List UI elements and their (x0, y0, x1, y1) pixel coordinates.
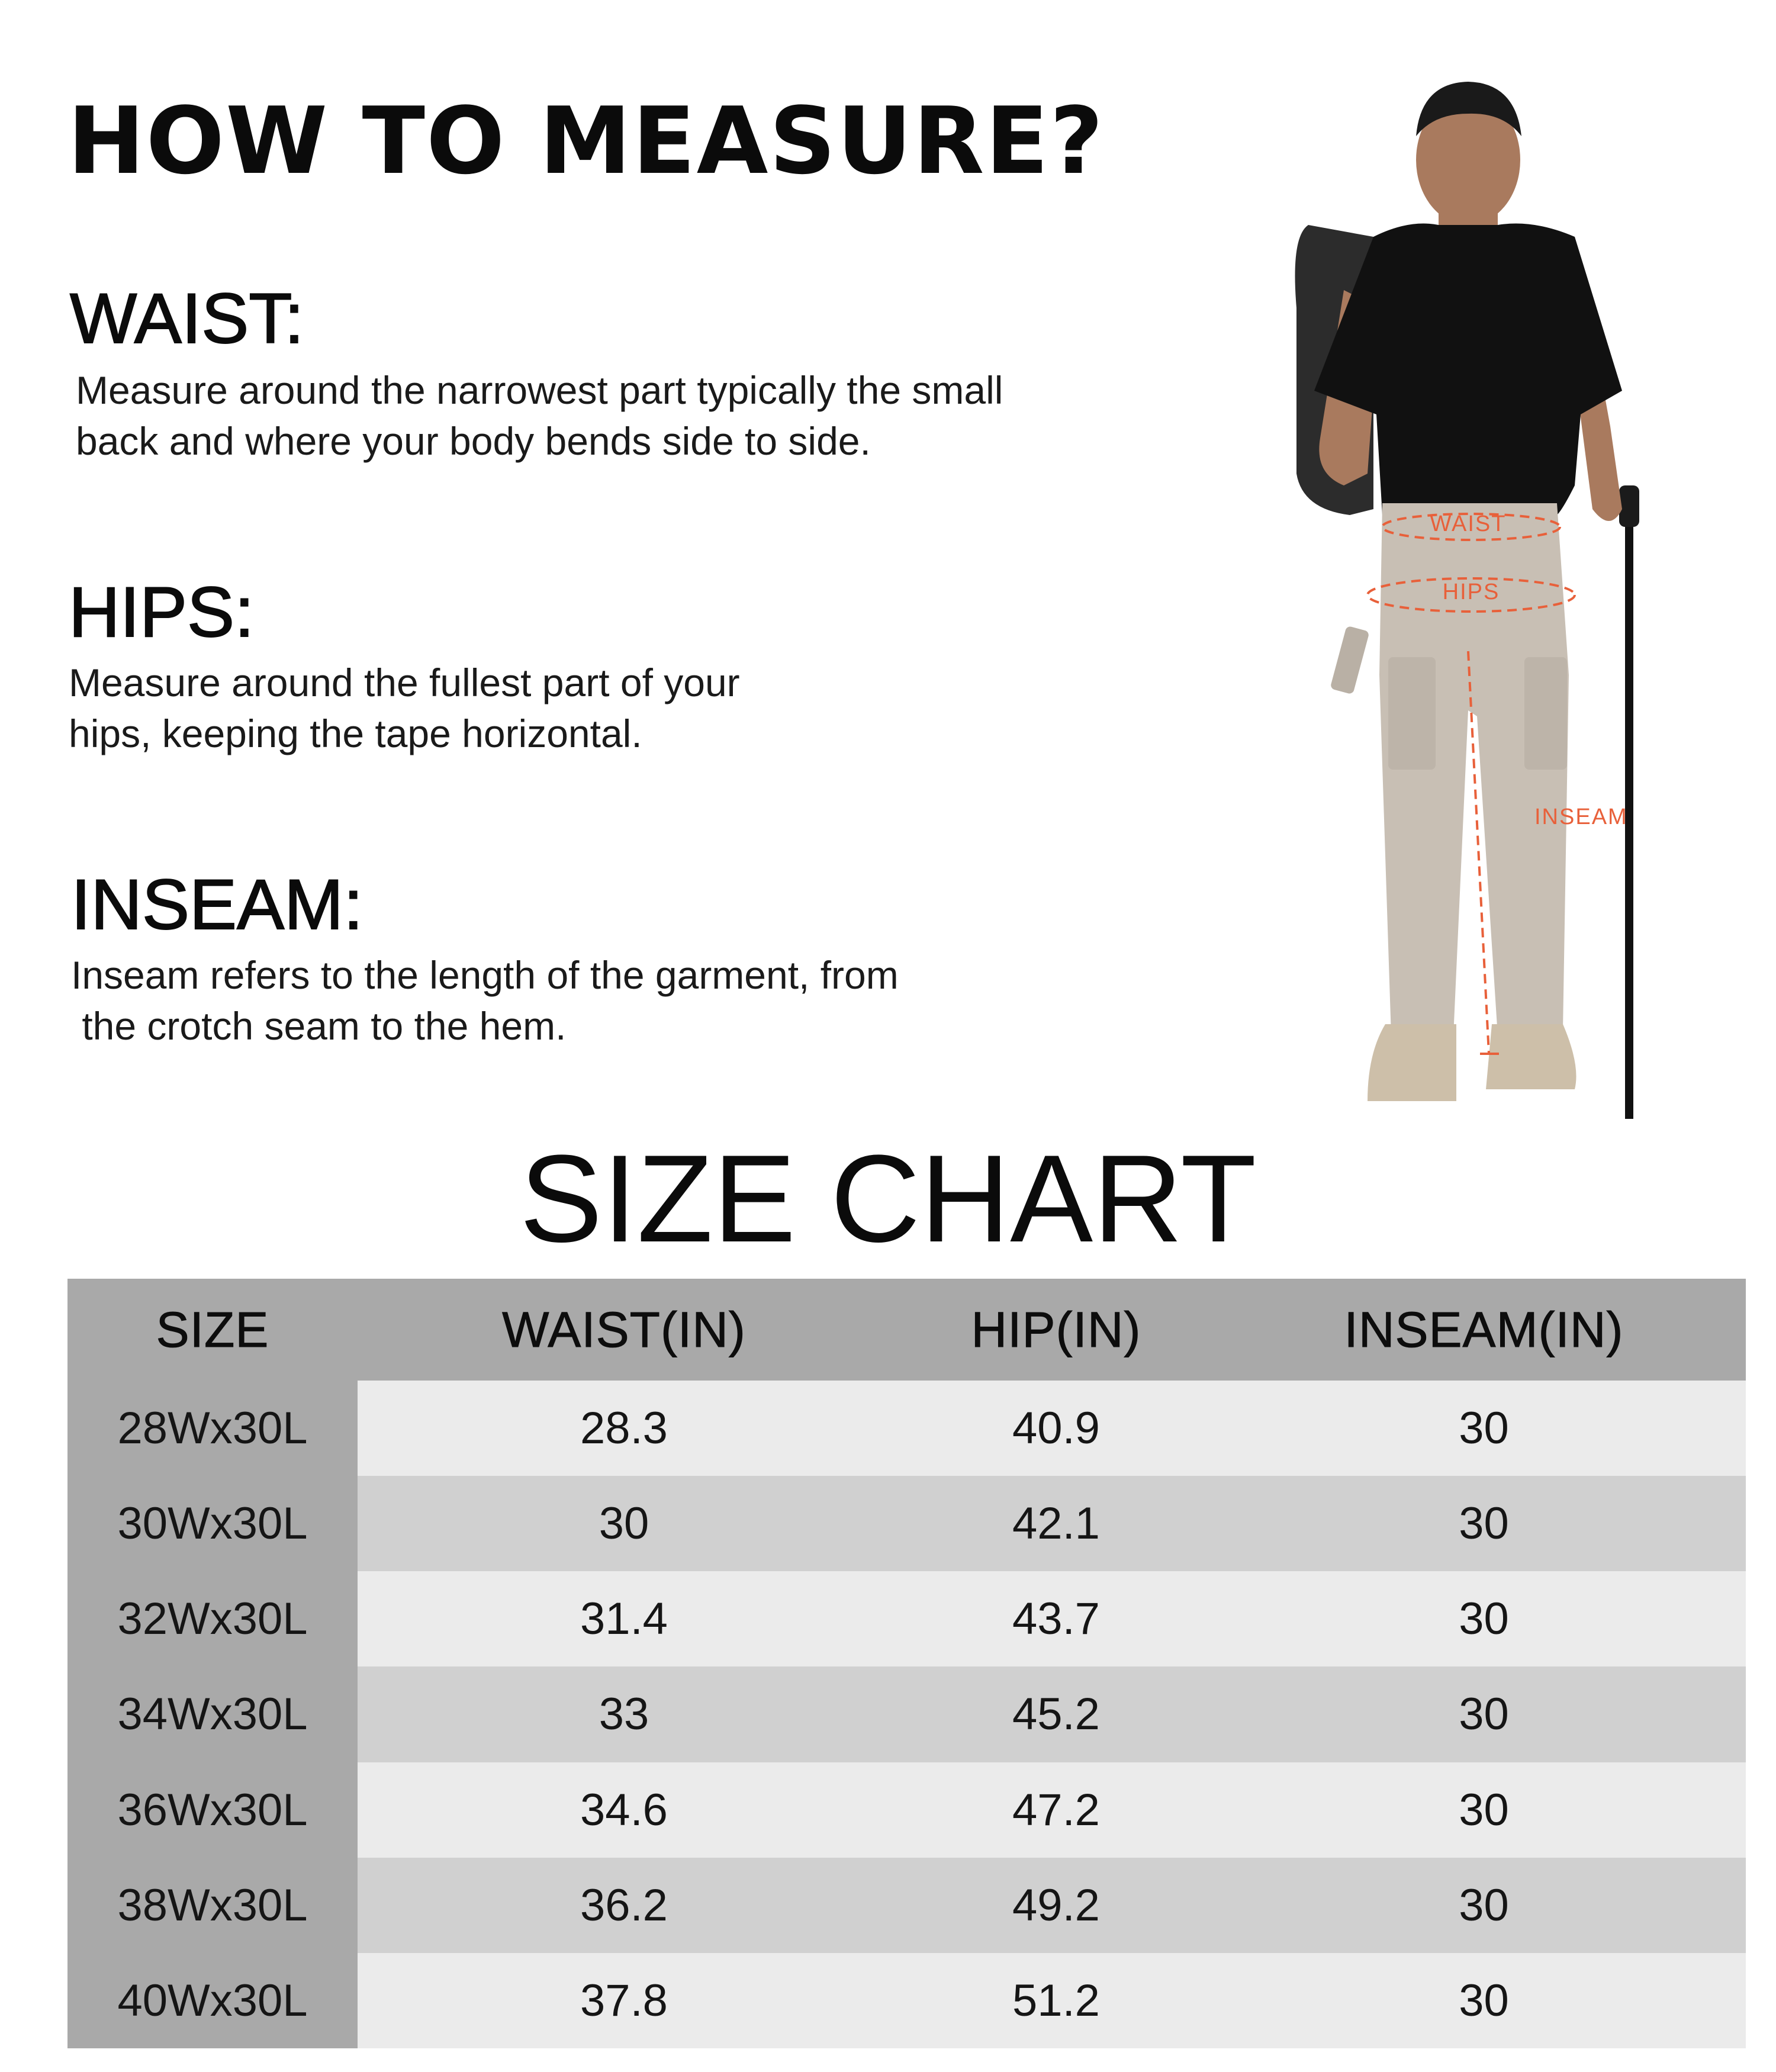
hip-cell: 43.7 (890, 1571, 1222, 1666)
inseam-cell: 30 (1222, 1666, 1746, 1762)
hips-description-line-2: hips, keeping the tape horizontal. (69, 712, 642, 755)
size-cell: 34Wx30L (67, 1666, 358, 1762)
table-row (67, 1666, 1746, 1762)
size-cell: 28Wx30L (67, 1381, 358, 1476)
inseam-cell: 30 (1222, 1476, 1746, 1571)
size-chart-title: SIZE CHART (519, 1129, 1257, 1268)
inseam-column-header: INSEAM(IN) (1344, 1301, 1624, 1357)
size-cell: 32Wx30L (67, 1571, 358, 1666)
waist-heading: WAIST: (70, 279, 304, 358)
size-cell: 38Wx30L (67, 1858, 358, 1953)
page-title: HOW TO MEASURE? (67, 87, 1105, 195)
hip-column-header: HIP(IN) (971, 1301, 1141, 1357)
waist-cell: 28.3 (358, 1381, 890, 1476)
hips-guide-label: HIPS (1442, 580, 1500, 604)
table-row (67, 1476, 1746, 1571)
waist-guide-label: WAIST (1430, 511, 1507, 536)
size-cell: 36Wx30L (67, 1762, 358, 1858)
inseam-cell: 30 (1222, 1953, 1746, 2048)
table-row (67, 1762, 1746, 1858)
waist-description-line-2: back and where your body bends side to side. (76, 419, 871, 463)
waist-cell: 34.6 (358, 1762, 890, 1858)
hip-cell: 49.2 (890, 1858, 1222, 1953)
size-cell: 40Wx30L (67, 1953, 358, 2048)
inseam-guide-label: INSEAM (1534, 805, 1628, 829)
size-chart-table (67, 1279, 1746, 2048)
hips-heading: HIPS: (69, 572, 255, 652)
waist-description-line-1: Measure around the narrowest part typically the small (76, 368, 1003, 412)
waist-column-header: WAIST(IN) (502, 1301, 746, 1357)
size-column-header: SIZE (156, 1301, 269, 1357)
inseam-cell: 30 (1222, 1858, 1746, 1953)
table-row (67, 1858, 1746, 1953)
inseam-cell: 30 (1222, 1762, 1746, 1858)
inseam-cell: 30 (1222, 1571, 1746, 1666)
waist-cell: 31.4 (358, 1571, 890, 1666)
hip-cell: 47.2 (890, 1762, 1222, 1858)
hip-cell: 45.2 (890, 1666, 1222, 1762)
waist-cell: 30 (358, 1476, 890, 1571)
inseam-description-line-2: the crotch seam to the hem. (71, 1004, 567, 1048)
hip-cell: 42.1 (890, 1476, 1222, 1571)
inseam-cell: 30 (1222, 1381, 1746, 1476)
inseam-heading: INSEAM: (71, 865, 363, 944)
right-boot-shape (1486, 1024, 1576, 1089)
waist-cell: 36.2 (358, 1858, 890, 1953)
size-cell: 30Wx30L (67, 1476, 358, 1571)
table-row (67, 1571, 1746, 1666)
table-header-row (67, 1279, 1746, 1381)
table-row (67, 1381, 1746, 1476)
waist-cell: 33 (358, 1666, 890, 1762)
table-row (67, 1953, 1746, 2048)
hip-cell: 40.9 (890, 1381, 1222, 1476)
model-figure (1279, 59, 1658, 1125)
hip-cell: 51.2 (890, 1953, 1222, 2048)
inseam-description-line-1: Inseam refers to the length of the garment, from (71, 953, 899, 997)
hips-description-line-1: Measure around the fullest part of your (69, 661, 740, 704)
model-illustration (1279, 59, 1658, 1125)
left-boot-shape (1368, 1024, 1456, 1101)
waist-cell: 37.8 (358, 1953, 890, 2048)
